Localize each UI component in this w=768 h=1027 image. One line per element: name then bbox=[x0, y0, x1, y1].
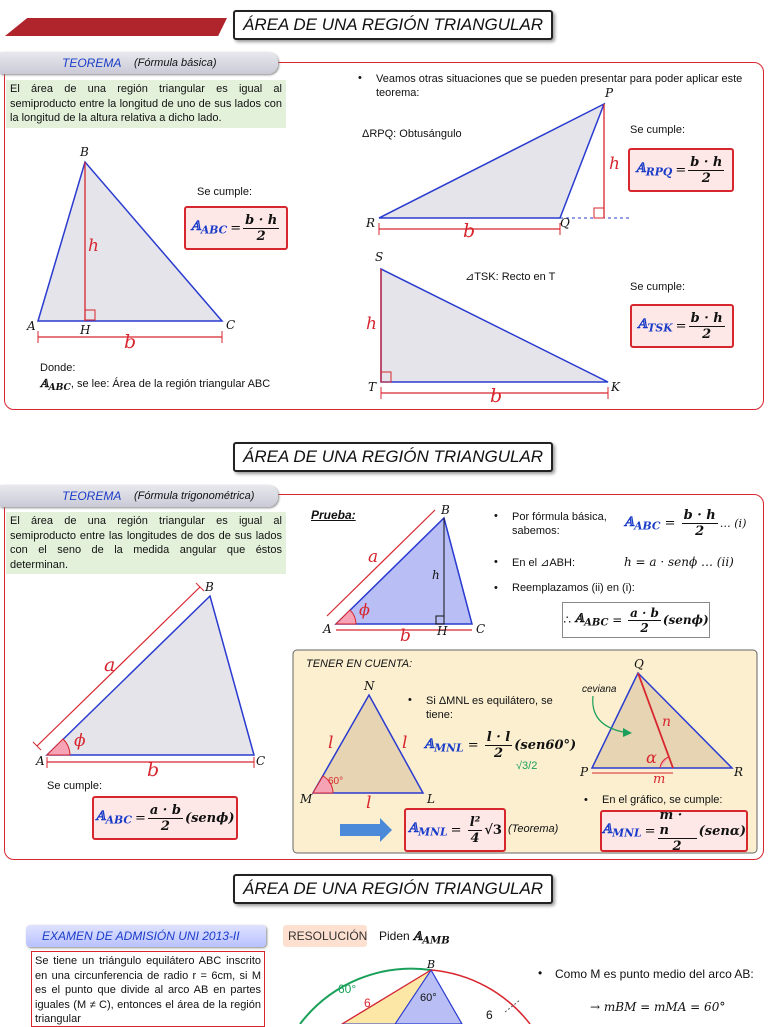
height-h: h bbox=[88, 236, 99, 256]
vertex-R: R bbox=[366, 216, 376, 230]
donde-label: Donde: bbox=[40, 362, 76, 374]
page-title: ÁREA DE UNA REGIÓN TRIANGULAR bbox=[233, 10, 553, 40]
vertex-B: B bbox=[80, 145, 89, 159]
donde-description: 𝔸$_{ABC}$, se lee: Área de la región triangular ABC bbox=[40, 377, 271, 394]
theorem-note: (Teorema) bbox=[508, 823, 559, 835]
ceviana-label: ceviana bbox=[582, 684, 617, 695]
bullet-dot-p2: • bbox=[494, 556, 498, 568]
height-h-tsk: h bbox=[366, 314, 377, 334]
side-l-bottom: l bbox=[366, 793, 372, 813]
piden-text: Piden 𝔸$_{AMB}$ bbox=[379, 929, 450, 947]
vertex-B-proof: B bbox=[441, 503, 450, 517]
mnl-formula: 𝔸$_{MNL}$ = $\frac{l \cdot l}{2}$ (sen60°) bbox=[424, 730, 577, 761]
exam-tab-label: EXAMEN DE ADMISIÓN UNI 2013-II bbox=[42, 929, 240, 943]
bullet-dot-p3: • bbox=[494, 582, 498, 594]
resolucion-label: RESOLUCIÓN bbox=[288, 929, 368, 943]
theorem-tab-2-sub: (Fórmula trigonométrica) bbox=[134, 490, 255, 502]
theorem-2-definition: El área de una región triangular es igual al semiproducto entre las longitudes de dos de sus lados con el seno de la medida angular que éstos determinan. bbox=[6, 512, 286, 574]
proof-step-1: Por fórmula básica, sabemos: bbox=[512, 511, 607, 537]
vertex-A: A bbox=[27, 319, 36, 333]
angle-alpha: α bbox=[646, 748, 657, 767]
height-h-proof: h bbox=[432, 568, 440, 582]
page-title-2: ÁREA DE UNA REGIÓN TRIANGULAR bbox=[233, 442, 553, 472]
vertex-B-3: B bbox=[427, 958, 436, 971]
midpoint-text: Como M es punto medio del arco AB: bbox=[555, 967, 754, 981]
se-cumple-3: Se cumple: bbox=[630, 281, 686, 293]
vertex-K: K bbox=[611, 380, 620, 394]
vertex-P-2: P bbox=[580, 765, 589, 779]
bullet-dot: • bbox=[358, 72, 362, 84]
vertex-H: H bbox=[80, 323, 91, 337]
radius-6: 6 bbox=[364, 996, 371, 1010]
angle-phi-proof: ϕ bbox=[359, 600, 370, 619]
segment-m: m bbox=[653, 772, 666, 787]
bullet-dot-p1: • bbox=[494, 510, 498, 522]
theorem-tab-sub: (Fórmula básica) bbox=[134, 57, 217, 69]
vertex-C-proof: C bbox=[476, 622, 486, 636]
sqrt-note: √3/2 bbox=[516, 760, 538, 772]
proof-formula-1: 𝔸$_{ABC}$ = $\frac{b \cdot h}{2}$ … (i) bbox=[624, 508, 747, 539]
vertex-N: N bbox=[364, 679, 375, 693]
side-l-right: l bbox=[402, 733, 408, 753]
base-b-tsk: b bbox=[490, 385, 503, 407]
arc-equation: → mBM = mMA = 60° bbox=[590, 1000, 726, 1014]
vertex-B-2: B bbox=[205, 580, 214, 594]
side-a-proof: a bbox=[368, 547, 379, 567]
vertex-Q: Q bbox=[560, 216, 570, 230]
tsk-label: ⊿TSK: Recto en T bbox=[465, 271, 556, 283]
grafico-text: En el gráfico, se cumple: bbox=[602, 794, 723, 806]
proof-result: ∴ 𝔸$_{ABC}$ = $\frac{a \cdot b}{2}$ (senϕ) bbox=[562, 602, 710, 638]
formula-abc: 𝔸$_{ABC}$ = $\frac{b \cdot h}{2}$ bbox=[184, 206, 288, 250]
se-cumple-4: Se cumple: bbox=[47, 780, 103, 792]
vertex-C-2: C bbox=[256, 754, 266, 768]
theorem-tab-label: TEOREMA bbox=[62, 56, 122, 70]
vertex-T: T bbox=[368, 380, 377, 394]
vertex-L: L bbox=[427, 792, 435, 806]
side-b: b bbox=[147, 759, 160, 781]
exam-problem: Se tiene un triángulo equilátero ABC inscrito en una circunferencia de radio r = 6cm, si M es el punto que divide al arco AB en partes iguales (M ≠ C), entonces el área de la región triangular bbox=[31, 951, 265, 1027]
vertex-C: C bbox=[226, 318, 236, 332]
radius-6-right: 6 bbox=[486, 1008, 493, 1022]
segment-n: n bbox=[662, 714, 672, 730]
angle-60-b: 60° bbox=[420, 992, 437, 1004]
mnl-text: Si ΔMNL es equilátero, se tiene: bbox=[426, 695, 553, 721]
rpq-label: ΔRPQ: Obtusángulo bbox=[362, 128, 462, 140]
formula-trig: 𝔸$_{ABC}$ = $\frac{a \cdot b}{2}$ (senϕ) bbox=[92, 796, 238, 840]
base-b-rpq: b bbox=[463, 220, 476, 242]
vertex-S: S bbox=[375, 250, 384, 264]
angle-phi: ϕ bbox=[74, 731, 86, 751]
vertex-A-proof: A bbox=[323, 622, 332, 636]
height-h-rpq: h bbox=[609, 154, 620, 174]
vertex-A-2: A bbox=[36, 754, 45, 768]
angle-60: 60° bbox=[328, 776, 344, 787]
theorem-tab-2-label: TEOREMA bbox=[62, 489, 122, 503]
formula-tsk: 𝔸$_{TSK}$ = $\frac{b \cdot h}{2}$ bbox=[630, 304, 734, 348]
mnl-theorem: 𝔸$_{MNL}$ = $\frac{\text{l²}}{4}$ √3 bbox=[404, 808, 506, 852]
vertex-Q-2: Q bbox=[634, 657, 644, 671]
tener-en-cuenta: TENER EN CUENTA: bbox=[306, 658, 413, 670]
bullet-dot-mnl: • bbox=[408, 694, 412, 706]
side-a: a bbox=[104, 654, 116, 676]
proof-step-3: Reemplazamos (ii) en (i): bbox=[512, 582, 635, 594]
prueba-label: Prueba: bbox=[311, 508, 356, 522]
se-cumple-1: Se cumple: bbox=[197, 186, 253, 198]
pqr-formula: 𝔸$_{MNL}$ = $\frac{m \cdot n}{2}$ (senα) bbox=[602, 808, 746, 854]
bullet-dot-grafico: • bbox=[584, 794, 588, 806]
side-b-proof: b bbox=[400, 626, 411, 646]
page-title-3: ÁREA DE UNA REGIÓN TRIANGULAR bbox=[233, 874, 553, 904]
formula-rpq: 𝔸$_{RPQ}$ = $\frac{b \cdot h}{2}$ bbox=[628, 148, 734, 192]
arc-60-label: 60° bbox=[338, 982, 357, 996]
vertex-P: P bbox=[605, 86, 614, 100]
theorem-definition: El área de una región triangular es igual al semiproducto entre la longitud de uno de sus lados con la longitud de la altura relativa a dicho lado. bbox=[6, 80, 286, 128]
vertex-R-2: R bbox=[734, 765, 744, 779]
vertex-H-proof: H bbox=[437, 624, 448, 638]
bullet-dot-s3: • bbox=[538, 966, 543, 980]
base-b: b bbox=[124, 331, 137, 353]
intro-text: Veamos otras situaciones que se pueden presentar para poder aplicar este teorema: bbox=[376, 73, 743, 99]
vertex-M: M bbox=[300, 792, 313, 806]
proof-formula-2: h = a · senϕ … (ii) bbox=[624, 555, 734, 569]
se-cumple-2: Se cumple: bbox=[630, 124, 686, 136]
side-l-left: l bbox=[328, 733, 334, 753]
proof-step-2: En el ⊿ABH: bbox=[512, 557, 576, 569]
